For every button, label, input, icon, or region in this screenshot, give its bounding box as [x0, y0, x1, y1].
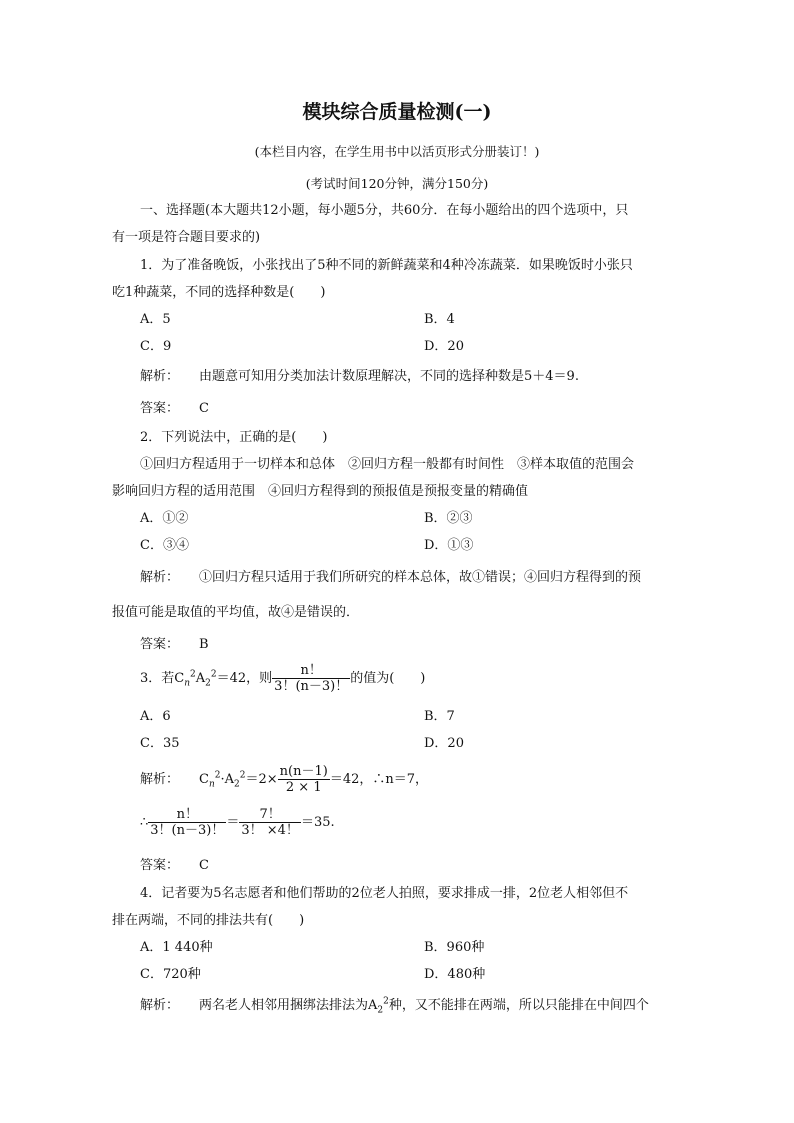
q2-analysis-line2: 报值可能是取值的平均值，故④是错误的．	[112, 605, 360, 620]
q4-analysis-text-a: 两名老人相邻用捆绑法排法为	[199, 998, 369, 1013]
q3-option-d: D．20	[424, 736, 464, 751]
q3-line2-numerator2: 7！	[239, 807, 301, 823]
q1-analysis	[140, 367, 579, 387]
q3-analysis-numerator: n(n－1)	[279, 764, 328, 779]
q3-analysis-fraction	[278, 764, 330, 795]
q4-analysis-formula: $A_2^2$	[368, 996, 389, 1016]
q2-analysis-line1	[140, 568, 641, 588]
q3-stem	[140, 663, 425, 695]
q3-option-a: A．6	[140, 709, 171, 724]
q3-condition-formula: $C_n^2A_2^2$	[174, 669, 217, 689]
q3-option-c: C．35	[140, 736, 180, 751]
q3-line2-numerator1: n！	[148, 807, 226, 823]
q3-fraction	[272, 663, 350, 694]
q3-analysis-line2	[140, 806, 335, 840]
analysis-label: 解析：	[140, 369, 180, 384]
analysis-label: 解析：	[140, 570, 180, 585]
q3-answer	[140, 856, 209, 876]
answer-label: 答案：	[140, 637, 180, 652]
q3-line2-tail: ＝35.	[300, 815, 335, 830]
q3-fraction-denominator: 3！(n－3)！	[274, 679, 349, 694]
q3-analysis-tail: ＝42，∴n＝7，	[329, 772, 429, 787]
q4-analysis	[140, 996, 649, 1016]
q4-option-d: D．480种	[424, 967, 486, 982]
q2-option-b: B．②③	[424, 511, 473, 526]
q4-option-c: C．720种	[140, 967, 201, 982]
q3-prefix: 3．若	[140, 671, 175, 686]
q3-line2-denominator2: 3！ ×4！	[241, 823, 299, 838]
q2-stem-line2: ①回归方程适用于一切样本和总体 ②回归方程一般都有时间性 ③样本取值的范围会	[140, 457, 635, 472]
q3-analysis-denominator: 2 × 1	[285, 780, 322, 795]
q1-option-a: A．5	[140, 312, 171, 327]
q2-answer	[140, 635, 209, 655]
q4-analysis-text-b: 种，又不能排在两端，所以只能排在中间四个	[388, 998, 649, 1013]
analysis-label: 解析：	[140, 998, 180, 1013]
answer-label: 答案：	[140, 401, 180, 416]
q3-condition: ＝42，则	[216, 671, 273, 686]
q3-analysis-formula: $C_n^2\cdot A_2^2=2\times$	[199, 770, 278, 790]
q3-line2-denominator1: 3！(n－3)！	[150, 823, 225, 838]
q2-stem-line3: 影响回归方程的适用范围 ④回归方程得到的预报值是预报变量的精确值	[112, 484, 529, 499]
q1-answer	[140, 399, 209, 419]
q1-option-d: D．20	[424, 339, 464, 354]
q2-analysis-text1: ①回归方程只适用于我们所研究的样本总体，故①错误；④回归方程得到的预	[199, 570, 642, 585]
q4-stem-line2: 排在两端，不同的排法共有( )	[112, 913, 305, 928]
q2-answer-value: B	[199, 637, 209, 652]
therefore-symbol: ∴	[140, 815, 149, 830]
analysis-label: 解析：	[140, 772, 180, 787]
q3-line2-fraction2	[239, 807, 301, 838]
binding-note: (本栏目内容，在学生用书中以活页形式分册装订！)	[254, 144, 540, 159]
q1-analysis-text: 由题意可知用分类加法计数原理解决，不同的选择种数是5＋4＝9.	[199, 369, 579, 384]
q1-answer-value: C	[199, 401, 209, 416]
q1-stem-line1: 1．为了准备晚饭，小张找出了5种不同的新鲜蔬菜和4种冷冻蔬菜．如果晚饭时小张只	[140, 258, 633, 273]
q1-option-c: C．9	[140, 339, 172, 354]
q2-option-d: D．①③	[424, 538, 474, 553]
q2-option-c: C．③④	[140, 538, 189, 553]
q4-stem-line1: 4．记者要为5名志愿者和他们帮助的2位老人拍照，要求排成一排，2位老人相邻但不	[140, 886, 629, 901]
q1-option-b: B．4	[424, 312, 455, 327]
exam-info: (考试时间120分钟，满分150分)	[305, 176, 489, 191]
q3-answer-value: C	[199, 858, 209, 873]
q3-analysis-line1	[140, 763, 428, 797]
q2-stem-line1: 2．下列说法中，正确的是( )	[140, 430, 328, 445]
equals-sign: ＝	[226, 815, 240, 830]
q4-option-a: A．1 440种	[140, 940, 213, 955]
q3-option-b: B．7	[424, 709, 455, 724]
q3-fraction-numerator: n！	[272, 663, 350, 679]
q4-option-b: B．960种	[424, 940, 485, 955]
section-intro-line2: 有一项是符合题目要求的)	[112, 230, 261, 245]
q1-stem-line2: 吃1种蔬菜，不同的选择种数是( )	[112, 285, 326, 300]
page-title: 模块综合质量检测(一)	[302, 101, 492, 123]
q3-line2-fraction1	[148, 807, 226, 838]
q2-option-a: A．①②	[140, 511, 189, 526]
answer-label: 答案：	[140, 858, 180, 873]
q3-suffix: 的值为( )	[350, 671, 426, 686]
section-intro-line1: 一、选择题(本大题共12小题，每小题5分，共60分．在每小题给出的四个选项中，只	[140, 203, 629, 218]
